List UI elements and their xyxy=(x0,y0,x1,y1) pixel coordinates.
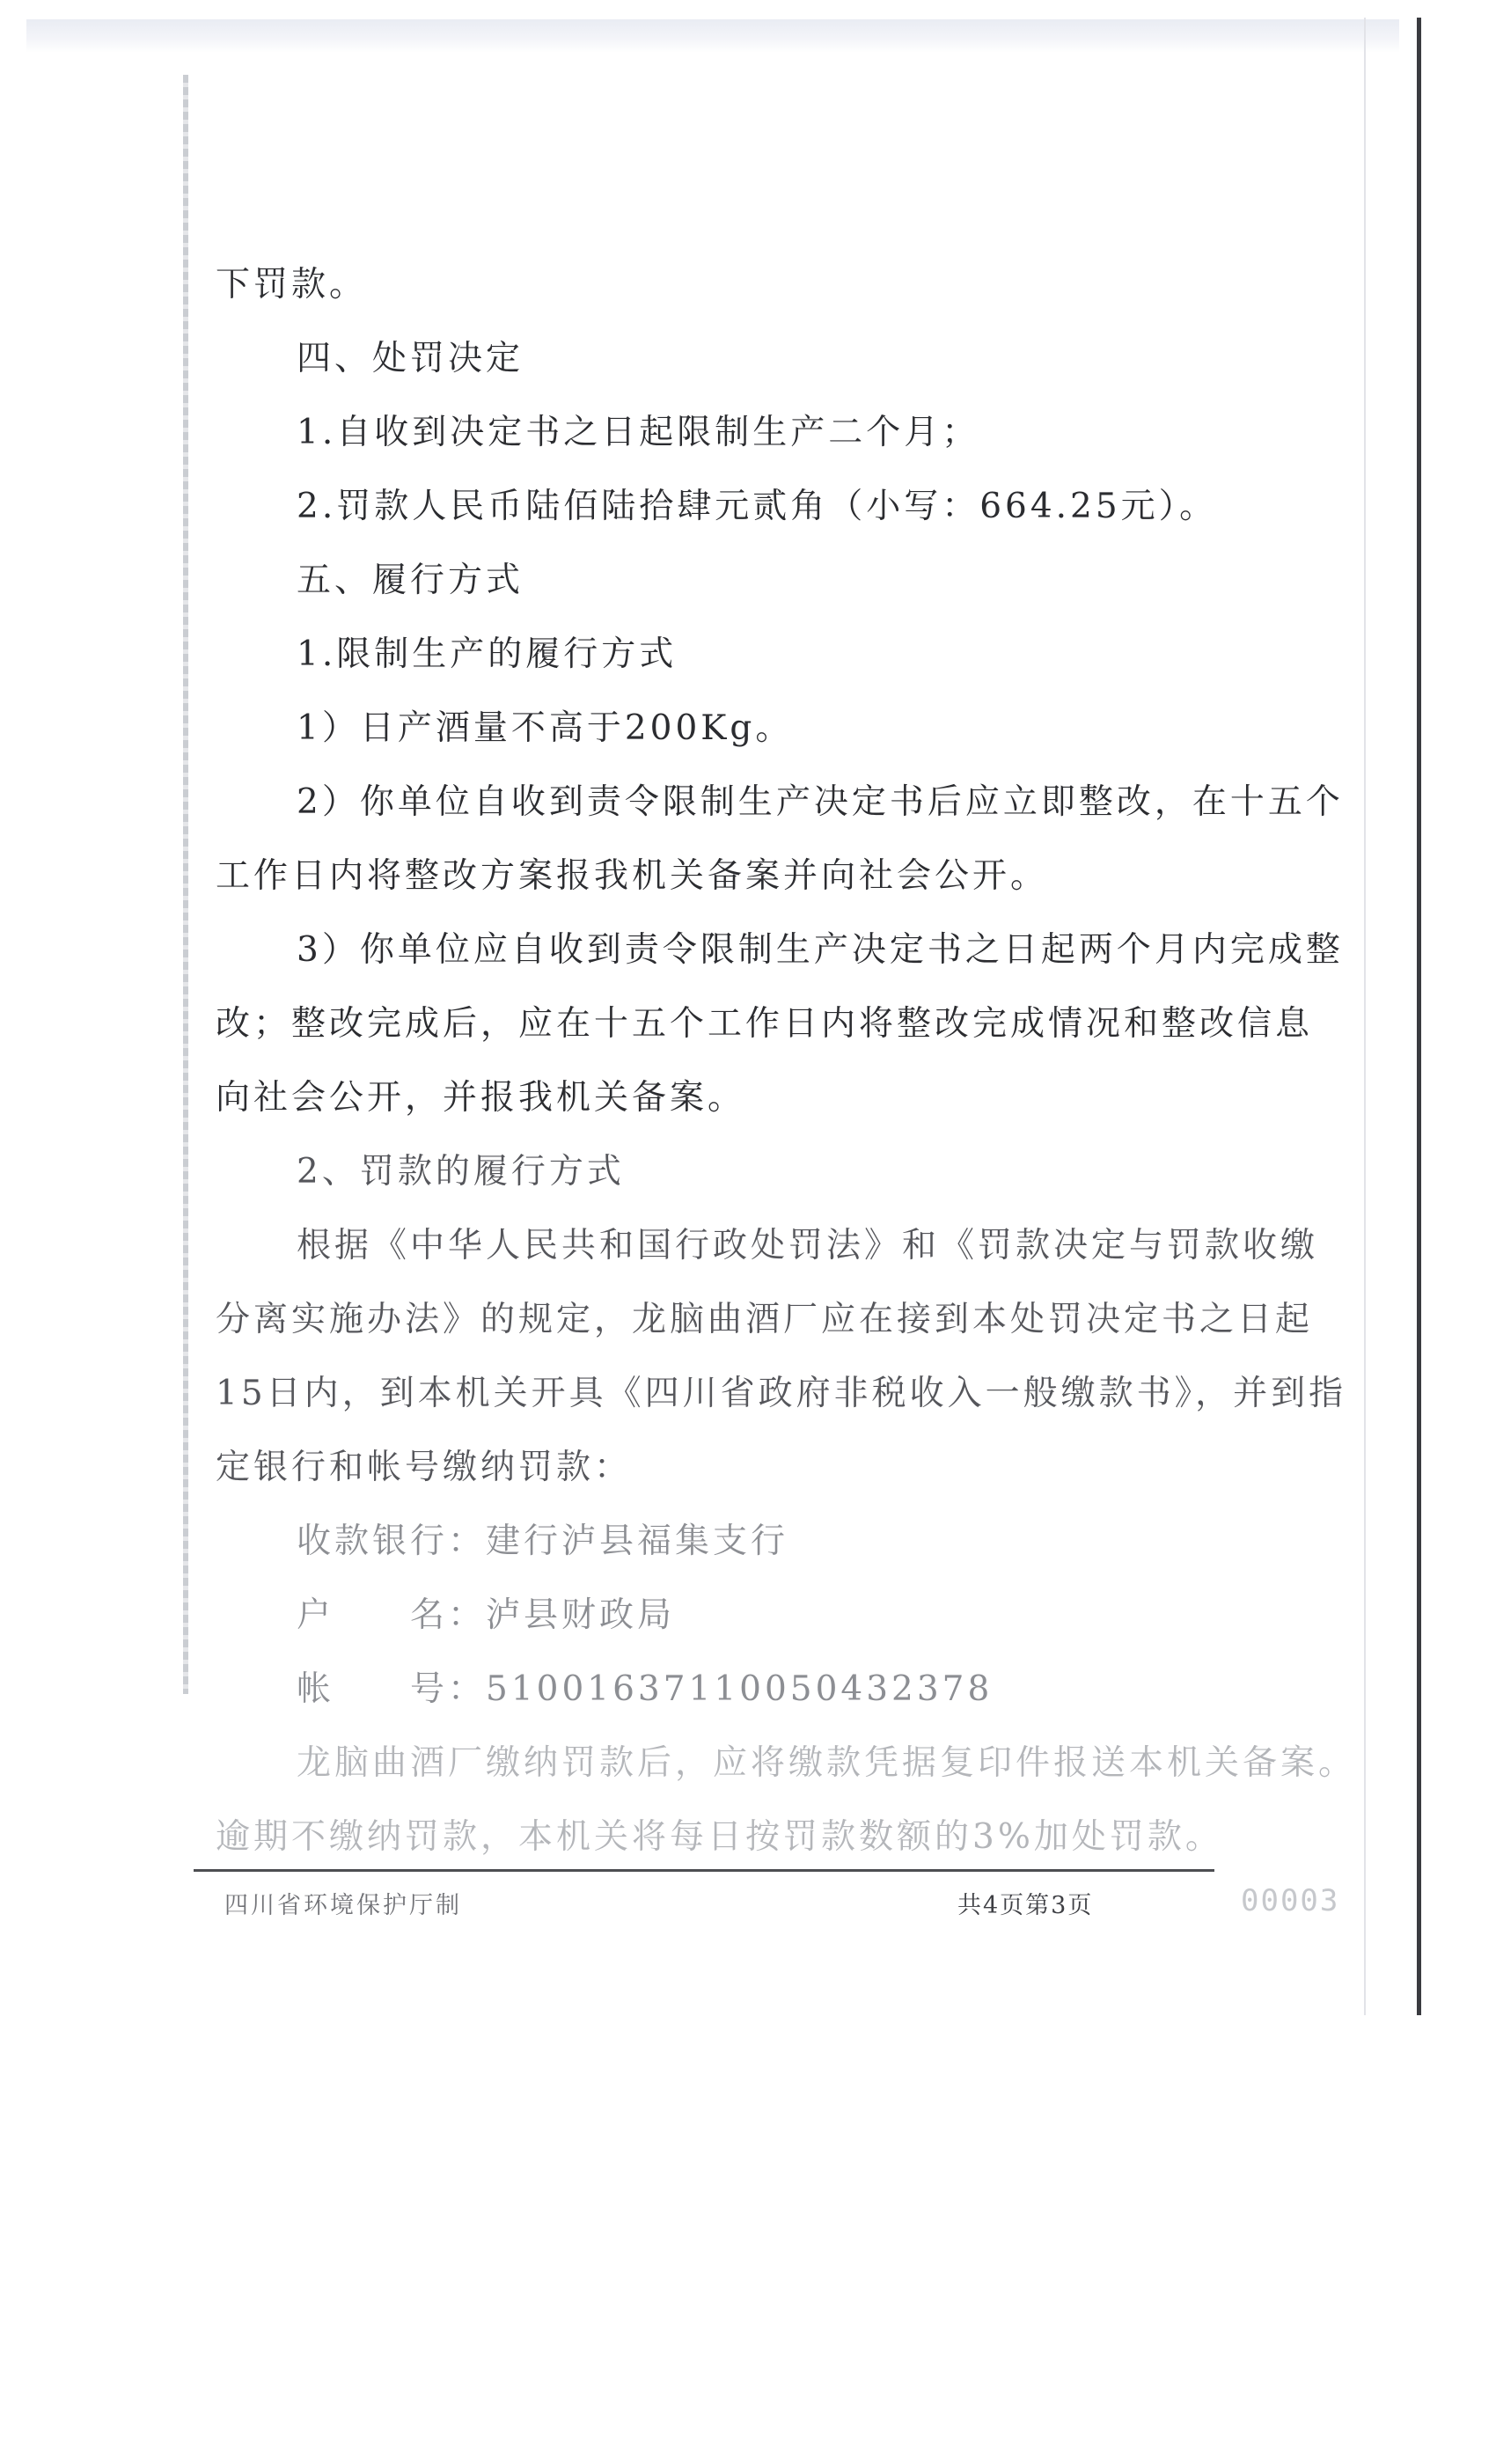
body-line: 工作日内将整改方案报我机关备案并向社会公开。 xyxy=(216,856,1049,896)
decision-item-1: 1.自收到决定书之日起限制生产二个月； xyxy=(297,413,980,452)
scan-edge-line xyxy=(1417,18,1421,2015)
section-heading-decision: 四、处罚决定 xyxy=(297,339,524,378)
footer-issuer: 四川省环境保护厅制 xyxy=(224,1892,462,1919)
section-heading-performance: 五、履行方式 xyxy=(297,561,524,600)
account-number: 帐 号：510016371100504323​78 xyxy=(297,1669,994,1709)
scan-binding-edge xyxy=(183,75,188,1694)
body-line: 改；整改完成后，应在十五个工作日内将整改完成情况和整改信息 xyxy=(216,1004,1314,1044)
body-line: 根据《中华人民共和国行政处罚法》和《罚款决定与罚款收缴 xyxy=(297,1226,1319,1265)
body-line: 向社会公开，并报我机关备案。 xyxy=(216,1078,746,1118)
subheading-fine-payment: 2、罚款的履行方式 xyxy=(297,1152,625,1192)
body-line: 分离实施办法》的规定，龙脑曲酒厂应在接到本处罚决定书之日起 xyxy=(216,1300,1314,1339)
footer-page-info: 共4页第3页 xyxy=(957,1892,1094,1919)
payee-bank: 收款银行：建行泸县福集支行 xyxy=(297,1522,789,1561)
subheading-production-limit: 1.限制生产的履行方式 xyxy=(297,634,678,674)
body-line: 下罚款。 xyxy=(216,265,368,304)
decision-item-2: 2.罚款人民币陆佰陆拾肆元贰角（小写：664.25元）。 xyxy=(297,487,1218,526)
scan-edge-faint xyxy=(1364,18,1366,2015)
body-line: 龙脑曲酒厂缴纳罚款后，应将缴款凭据复印件报送本机关备案。 xyxy=(297,1743,1357,1783)
limit-item-1: 1）日产酒量不高于200Kg。 xyxy=(297,708,794,748)
document-body xyxy=(216,248,1357,1874)
body-line: 定银行和帐号缴纳罚款： xyxy=(216,1448,633,1487)
limit-item-2: 2）你单位自收到责令限制生产决定书后应立即整改，在十五个 xyxy=(297,782,1344,822)
footer-serial-code: 00003 xyxy=(1241,1883,1340,1918)
body-line: 逾期不缴纳罚款，本机关将每日按罚款数额的3%加处罚款。 xyxy=(216,1817,1223,1857)
body-line: 15日内，到本机关开具《四川省政府非税收入一般缴款书》，并到指 xyxy=(216,1374,1347,1413)
account-name: 户 名：泸县财政局 xyxy=(297,1595,676,1635)
limit-item-3: 3）你单位应自收到责令限制生产决定书之日起两个月内完成整 xyxy=(297,930,1344,970)
footer-rule xyxy=(194,1869,1214,1872)
scan-shadow-top xyxy=(26,19,1399,53)
